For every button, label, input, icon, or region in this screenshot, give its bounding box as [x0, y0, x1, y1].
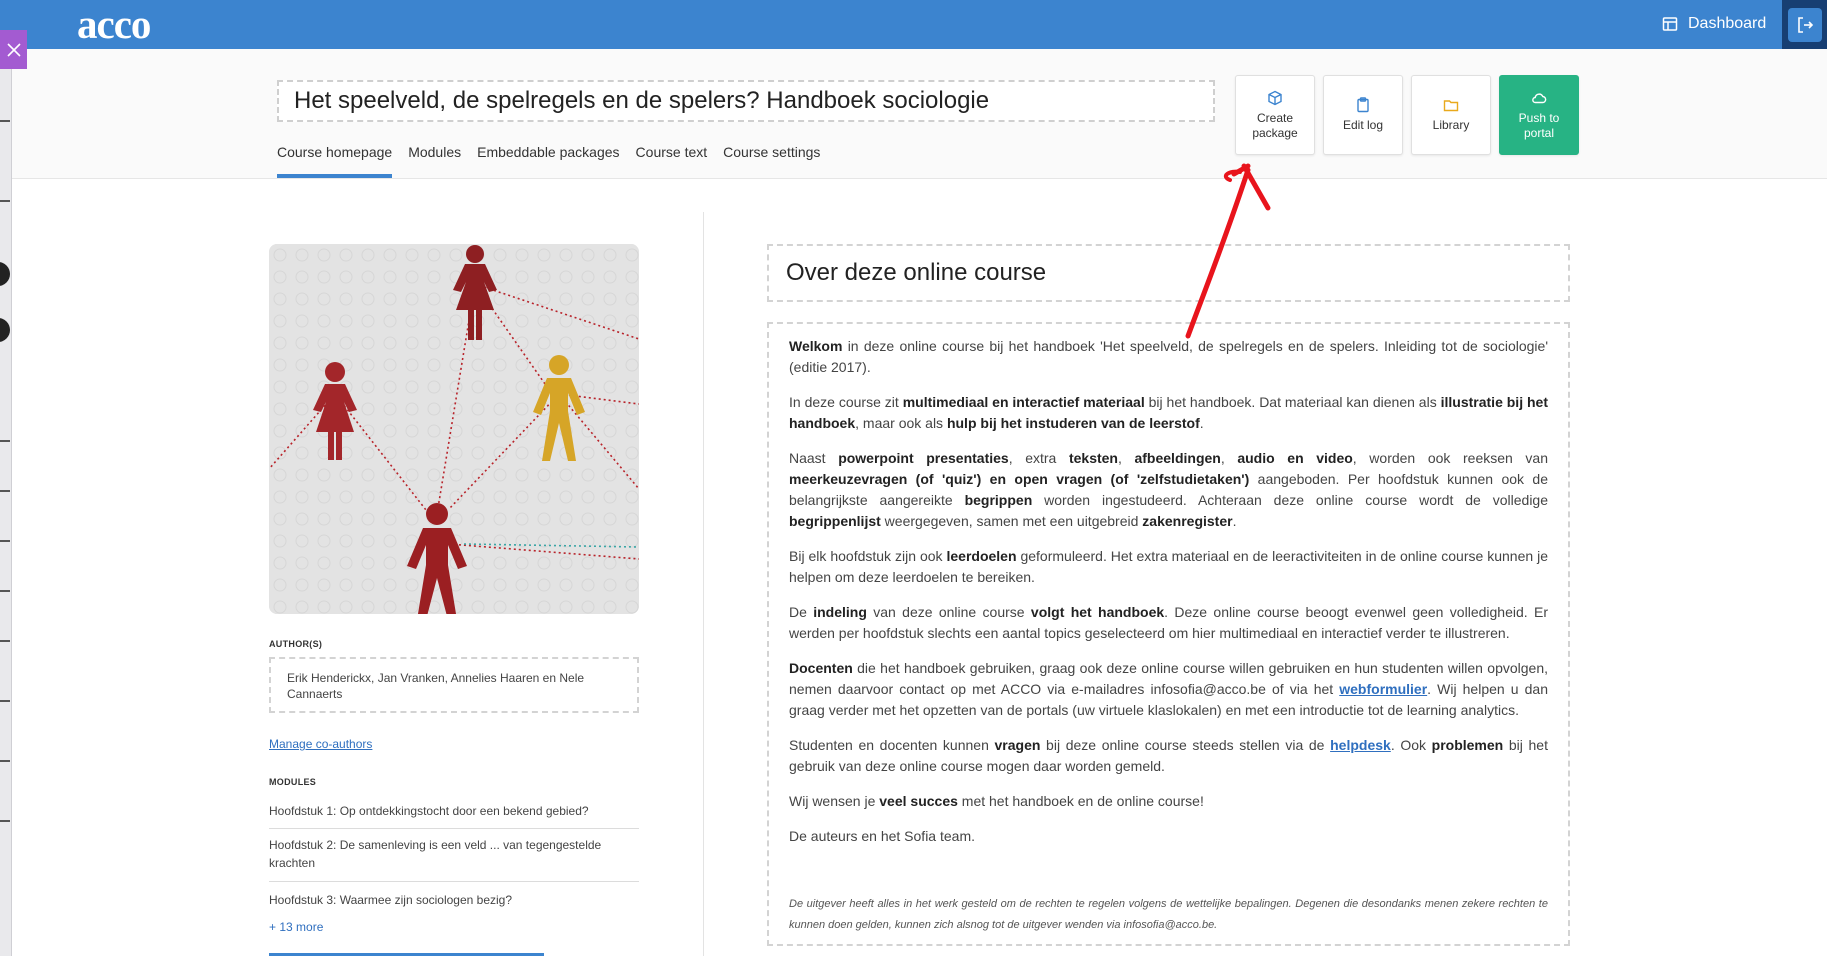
course-title: Het speelveld, de spelregels en de spelers? Handboek sociologie	[294, 87, 990, 114]
network-people-illustration	[269, 244, 639, 614]
library-label: Library	[1432, 118, 1470, 132]
authors-section-label: AUTHOR(S)	[269, 639, 323, 649]
background-app-strip	[0, 0, 12, 956]
acco-logo[interactable]: acco	[77, 1, 151, 47]
strip-mark	[0, 120, 10, 122]
modules-section-label: MODULES	[269, 777, 317, 787]
strip-mark	[0, 700, 10, 702]
module-item[interactable]: Hoofdstuk 1: Op ontdekkingstocht door een bekend gebied?	[269, 804, 589, 818]
paragraph-signature: De auteurs en het Sofia team.	[789, 828, 975, 844]
library-button[interactable]	[1411, 75, 1491, 155]
about-heading: Over deze online course	[786, 259, 1047, 286]
more-modules-link[interactable]: + 13 more	[269, 920, 324, 934]
tab-embeddable-packages[interactable]: Embeddable packages	[477, 144, 620, 160]
clipboard-icon	[1355, 97, 1371, 113]
helpdesk-link[interactable]: helpdesk	[1330, 737, 1391, 753]
authors-field[interactable]	[269, 657, 639, 713]
dashboard-icon	[1662, 16, 1678, 32]
strip-mark	[0, 640, 10, 642]
paragraph-material: In deze course zit multimediaal en interactief materiaal bij het handboek. Dat materiaal kan dienen als illustratie bij het handboek, maar ook als hulp bij het instuderen van de leerstof.	[789, 394, 1548, 431]
column-divider	[703, 212, 704, 956]
dashboard-link[interactable]	[1662, 13, 1766, 35]
strip-mark	[0, 760, 10, 762]
module-separator	[269, 881, 639, 882]
strip-mark	[0, 820, 10, 822]
about-heading-field[interactable]	[767, 244, 1570, 302]
module-separator	[269, 828, 639, 829]
strip-mark	[0, 490, 10, 492]
edit-log-label: Edit log	[1342, 118, 1384, 132]
paragraph-helpdesk: Studenten en docenten kunnen vragen bij deze online course steeds stellen via de helpdesk. Ook problemen bij het gebruik van deze online course mogen daar worden gemeld.	[789, 737, 1548, 774]
push-to-portal-button[interactable]	[1499, 75, 1579, 155]
paragraph-welcome: Welkom in deze online course bij het handboek 'Het speelveld, de spelregels en de spelers. Inleiding tot de sociologie' (editie 2017).	[789, 338, 1548, 375]
strip-mark	[0, 590, 10, 592]
course-tabs	[277, 140, 820, 178]
tab-course-homepage[interactable]: Course homepage	[277, 140, 392, 178]
logout-button-inner	[1788, 8, 1822, 42]
close-overlay-button[interactable]	[0, 30, 27, 69]
strip-mark	[0, 440, 10, 442]
edit-log-button[interactable]	[1323, 75, 1403, 155]
strip-mark	[0, 540, 10, 542]
paragraph-teachers: Docenten die het handboek gebruiken, graag ook deze online course willen gebruiken en hun studenten willen opvolgen, nemen daarvoor contact op met ACCO via e-mailadres infosofia@acco.be of via het webformulier. Wij helpen u dan graag verder met het opzetten van de portals (uw virtuele klaslokalen) en met een introductie tot de learning analytics.	[789, 660, 1548, 718]
push-to-portal-label: Push to portal	[1518, 110, 1560, 140]
strip-avatar	[0, 262, 10, 286]
cloud-icon	[1531, 90, 1547, 106]
folder-icon	[1443, 97, 1459, 113]
tab-course-settings[interactable]: Course settings	[723, 144, 821, 160]
logout-icon	[1796, 16, 1814, 34]
webformulier-link[interactable]: webformulier	[1339, 681, 1428, 697]
create-package-button[interactable]	[1235, 75, 1315, 155]
create-package-label: Create package	[1252, 110, 1298, 140]
paragraph-content-types: Naast powerpoint presentaties, extra teksten, afbeeldingen, audio en video, worden ook reeksen van meerkeuzevragen (of 'quiz') en open vragen (of 'zelfstudietaken') aangeboden. Per hoofdstuk kunnen ook de belangrijkste aangereikte begrippen worden ingestudeerd. Achteraan deze online course wordt de volledige begrippenlijst weergegeven, samen met een uitgebreid zakenregister.	[789, 450, 1549, 529]
manage-co-authors-link[interactable]: Manage co-authors	[269, 737, 373, 751]
course-cover-image	[269, 244, 639, 614]
tab-modules[interactable]: Modules	[408, 144, 462, 160]
course-title-field[interactable]	[277, 80, 1215, 122]
paragraph-structure: De indeling van deze online course volgt het handboek. Deze online course beoogt evenwel geen volledigheid. Er werden per hoofdstuk slechts een aantal topics geselecteerd om hier multimediaal en interactief verder te illustreren.	[789, 604, 1548, 641]
package-icon	[1267, 90, 1283, 106]
dashboard-label: Dashboard	[1688, 15, 1767, 32]
strip-mark	[0, 200, 10, 202]
authors-names: Erik Henderickx, Jan Vranken, Annelies Haaren en Nele Cannaerts	[287, 671, 585, 701]
close-icon	[7, 43, 21, 57]
module-item[interactable]: Hoofdstuk 2: De samenleving is een veld ... van tegengestelde krachten	[269, 838, 602, 870]
paragraph-learning-goals: Bij elk hoofdstuk zijn ook leerdoelen geformuleerd. Het extra materiaal en de leeractiviteiten in de online course kunnen je helpen om deze leerdoelen te bereiken.	[789, 548, 1548, 585]
paragraph-success: Wij wensen je veel succes met het handboek en de online course!	[789, 793, 1204, 809]
logout-button[interactable]	[1782, 0, 1827, 49]
top-navigation-bar	[0, 0, 1827, 49]
copyright-disclaimer: De uitgever heeft alles in het werk gesteld om de rechten te regelen volgens de wettelijke bepalingen. Degenen die desondanks menen zekere rechten te kunnen doen gelden, kunnen zich alsnog tot de uitgever wenden via infosofia@acco.be.	[789, 898, 1548, 931]
about-body-field[interactable]	[767, 322, 1570, 946]
module-item[interactable]: Hoofdstuk 3: Waarmee zijn sociologen bezig?	[269, 893, 513, 907]
strip-avatar	[0, 318, 10, 342]
tab-course-text[interactable]: Course text	[635, 144, 708, 160]
